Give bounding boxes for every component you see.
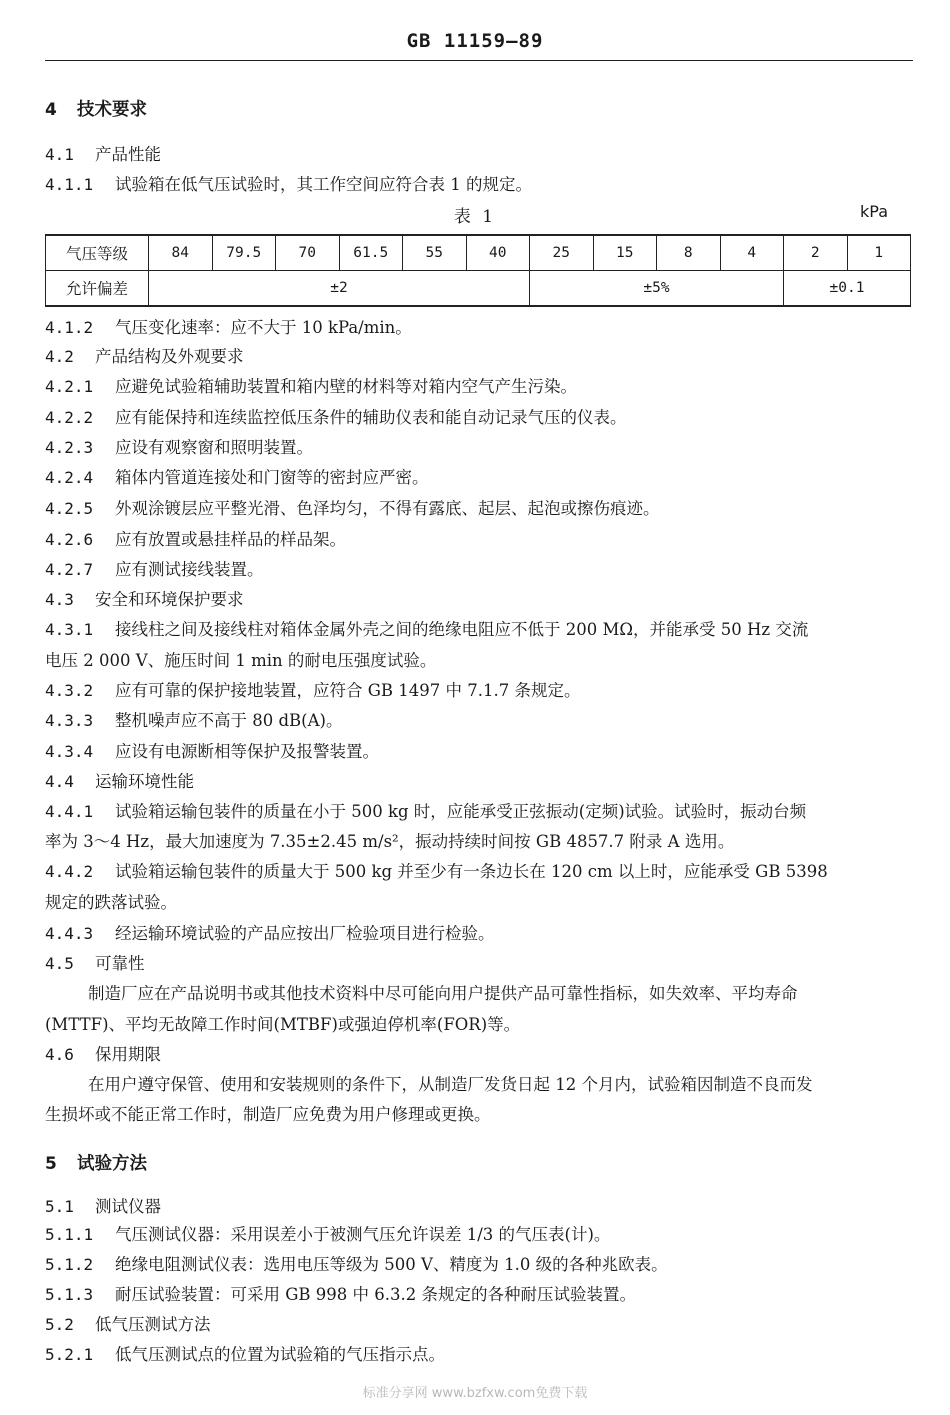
clause-5-1-3 xyxy=(45,1280,915,1310)
subsection-4-1 xyxy=(45,140,915,170)
subsection-5-2 xyxy=(45,1310,915,1340)
section-number: 4.5 xyxy=(45,954,74,973)
section-title: 安全和环境保护要求 xyxy=(95,590,244,609)
clause-number: 4.3.4 xyxy=(45,742,94,761)
clause-number: 4.2.7 xyxy=(45,560,94,579)
clause-4-4-1 xyxy=(45,797,915,827)
subsection-4-6 xyxy=(45,1040,915,1070)
section-number: 4.6 xyxy=(45,1045,74,1064)
clause-number: 4.3.2 xyxy=(45,681,94,700)
clause-number: 4.4.3 xyxy=(45,924,94,943)
clause-4-3-2 xyxy=(45,676,915,706)
section-title: 测试仪器 xyxy=(95,1197,161,1216)
pressure-cell: 40 xyxy=(466,235,530,271)
pressure-cell: 2 xyxy=(784,235,848,271)
subsection-4-5 xyxy=(45,949,915,979)
section-number: 5.1 xyxy=(45,1197,74,1216)
clause-4-4-3 xyxy=(45,919,915,949)
section-number: 4.1 xyxy=(45,145,74,164)
clause-4-3-1 xyxy=(45,615,915,645)
reliability-paragraph: 制造厂应在产品说明书或其他技术资料中尽可能向用户提供产品可靠性指标，如失效率、平均寿命 xyxy=(88,984,798,1003)
clause-4-4-2 xyxy=(45,857,915,887)
section-number: 4 xyxy=(45,100,57,120)
pressure-cell: 4 xyxy=(720,235,784,271)
clause-text: 应设有观察窗和照明装置。 xyxy=(115,438,313,457)
section-number: 4.3 xyxy=(45,590,74,609)
clause-number: 4.4.2 xyxy=(45,862,94,881)
pressure-table xyxy=(45,234,911,307)
warranty-paragraph: 在用户遵守保管、使用和安装规则的条件下，从制造厂发货日起 12 个月内，试验箱因制造不良而发 xyxy=(88,1075,813,1094)
clause-text: 试验箱运输包装件的质量在小于 500 kg 时，应能承受正弦振动(定频)试验。试验时，振动台频 xyxy=(115,802,807,821)
pressure-cell: 8 xyxy=(657,235,721,271)
clause-4-2-1 xyxy=(45,372,915,402)
pressure-cell: 70 xyxy=(276,235,340,271)
clause-4-2-7 xyxy=(45,555,915,585)
warranty-paragraph-continued: 生损坏或不能正常工作时，制造厂应免费为用户修理或更换。 xyxy=(45,1105,491,1124)
clause-text: 应有放置或悬挂样品的样品架。 xyxy=(115,530,346,549)
clause-4-2-3 xyxy=(45,433,915,463)
clause-text: 应有可靠的保护接地装置，应符合 GB 1497 中 7.1.7 条规定。 xyxy=(115,681,581,700)
watermark-footer: 标准分享网 www.bzfxw.com免费下载 xyxy=(362,1386,588,1401)
section-title: 产品性能 xyxy=(95,145,161,164)
clause-4-2-2 xyxy=(45,403,915,433)
clause-4-3-3 xyxy=(45,706,915,736)
clause-5-1-1 xyxy=(45,1220,915,1250)
subsection-4-2 xyxy=(45,342,915,372)
row-label: 气压等级 xyxy=(46,235,149,271)
clause-text: 经运输环境试验的产品应按出厂检验项目进行检验。 xyxy=(115,924,495,943)
section-number: 4.4 xyxy=(45,772,74,791)
row-label: 允许偏差 xyxy=(46,271,149,307)
clause-number: 5.1.3 xyxy=(45,1285,94,1304)
pressure-level-row xyxy=(46,235,911,271)
clause-number: 4.2.3 xyxy=(45,438,94,457)
section-number: 5.2 xyxy=(45,1315,74,1334)
clause-number: 4.1.2 xyxy=(45,318,94,337)
clause-text: 耐压试验装置：可采用 GB 998 中 6.3.2 条规定的各种耐压试验装置。 xyxy=(115,1285,637,1304)
pressure-cell: 1 xyxy=(847,235,911,271)
section-title: 试验方法 xyxy=(77,1154,147,1174)
clause-5-1-2 xyxy=(45,1250,915,1280)
clause-text: 应有测试接线装置。 xyxy=(115,560,264,579)
clause-number: 4.1.1 xyxy=(45,175,94,194)
clause-number: 5.1.2 xyxy=(45,1255,94,1274)
table-caption: 表 1 xyxy=(453,207,497,227)
standard-number-header: GB 11159—89 xyxy=(406,30,544,52)
tolerance-cell: ±0.1 xyxy=(784,271,911,307)
clause-text: 低气压测试点的位置为试验箱的气压指示点。 xyxy=(115,1345,445,1364)
clause-4-3-1-continued: 电压 2 000 V、施压时间 1 min 的耐电压强度试验。 xyxy=(45,651,437,670)
clause-text: 应避免试验箱辅助装置和箱内壁的材料等对箱内空气产生污染。 xyxy=(115,377,577,396)
clause-text: 气压变化速率：应不大于 10 kPa/min。 xyxy=(115,318,412,337)
section-title: 运输环境性能 xyxy=(95,772,194,791)
section-title: 可靠性 xyxy=(95,954,145,973)
clause-4-4-2-continued: 规定的跌落试验。 xyxy=(45,893,177,912)
clause-4-4-1-continued: 率为 3～4 Hz，最大加速度为 7.35±2.45 m/s²，振动持续时间按 GB 4857.7 附录 A 选用。 xyxy=(45,832,735,851)
section-number: 4.2 xyxy=(45,347,74,366)
clause-text: 气压测试仪器：采用误差小于被测气压允许误差 1/3 的气压表(计)。 xyxy=(115,1225,611,1244)
clause-4-2-5 xyxy=(45,494,915,524)
clause-text: 接线柱之间及接线柱对箱体金属外壳之间的绝缘电阻应不低于 200 MΩ，并能承受 50 Hz 交流 xyxy=(115,620,809,639)
subsection-4-4 xyxy=(45,767,915,797)
header-rule xyxy=(45,60,913,61)
reliability-paragraph-continued: (MTTF)、平均无故障工作时间(MTBF)或强迫停机率(FOR)等。 xyxy=(45,1015,521,1034)
clause-number: 4.4.1 xyxy=(45,802,94,821)
clause-4-1-2 xyxy=(45,313,915,343)
clause-text: 整机噪声应不高于 80 dB(A)。 xyxy=(115,711,343,730)
pressure-cell: 55 xyxy=(403,235,467,271)
clause-number: 4.2.5 xyxy=(45,499,94,518)
table-unit: kPa xyxy=(860,202,888,221)
clause-text: 试验箱运输包装件的质量大于 500 kg 并至少有一条边长在 120 cm 以上时，应能承受 GB 5398 xyxy=(115,862,828,881)
section-title: 技术要求 xyxy=(77,100,147,120)
tolerance-cell: ±2 xyxy=(149,271,530,307)
clause-number: 5.2.1 xyxy=(45,1345,94,1364)
clause-number: 4.3.3 xyxy=(45,711,94,730)
clause-number: 5.1.1 xyxy=(45,1225,94,1244)
tolerance-row xyxy=(46,271,911,307)
clause-number: 4.2.2 xyxy=(45,408,94,427)
clause-text: 箱体内管道连接处和门窗等的密封应严密。 xyxy=(115,468,429,487)
section-number: 5 xyxy=(45,1154,57,1174)
pressure-cell: 79.5 xyxy=(212,235,276,271)
clause-number: 4.2.1 xyxy=(45,377,94,396)
clause-text: 应有能保持和连续监控低压条件的辅助仪表和能自动记录气压的仪表。 xyxy=(115,408,627,427)
clause-number: 4.2.4 xyxy=(45,468,94,487)
clause-text: 外观涂镀层应平整光滑、色泽均匀，不得有露底、起层、起泡或擦伤痕迹。 xyxy=(115,499,660,518)
subsection-5-1 xyxy=(45,1192,915,1222)
clause-4-2-4 xyxy=(45,463,915,493)
subsection-4-3 xyxy=(45,585,915,615)
clause-5-2-1 xyxy=(45,1340,915,1370)
section-4-heading xyxy=(45,95,915,125)
section-title: 低气压测试方法 xyxy=(95,1315,211,1334)
clause-text: 试验箱在低气压试验时，其工作空间应符合表 1 的规定。 xyxy=(115,175,532,194)
section-title: 保用期限 xyxy=(95,1045,161,1064)
pressure-cell: 84 xyxy=(149,235,213,271)
clause-number: 4.3.1 xyxy=(45,620,94,639)
clause-text: 应设有电源断相等保护及报警装置。 xyxy=(115,742,379,761)
tolerance-cell: ±5% xyxy=(530,271,784,307)
clause-number: 4.2.6 xyxy=(45,530,94,549)
clause-4-3-4 xyxy=(45,737,915,767)
section-title: 产品结构及外观要求 xyxy=(95,347,244,366)
pressure-cell: 15 xyxy=(593,235,657,271)
clause-4-1-1 xyxy=(45,170,915,200)
section-5-heading xyxy=(45,1149,915,1179)
pressure-cell: 25 xyxy=(530,235,594,271)
clause-4-2-6 xyxy=(45,525,915,555)
clause-text: 绝缘电阻测试仪表：选用电压等级为 500 V、精度为 1.0 级的各种兆欧表。 xyxy=(115,1255,668,1274)
pressure-cell: 61.5 xyxy=(339,235,403,271)
